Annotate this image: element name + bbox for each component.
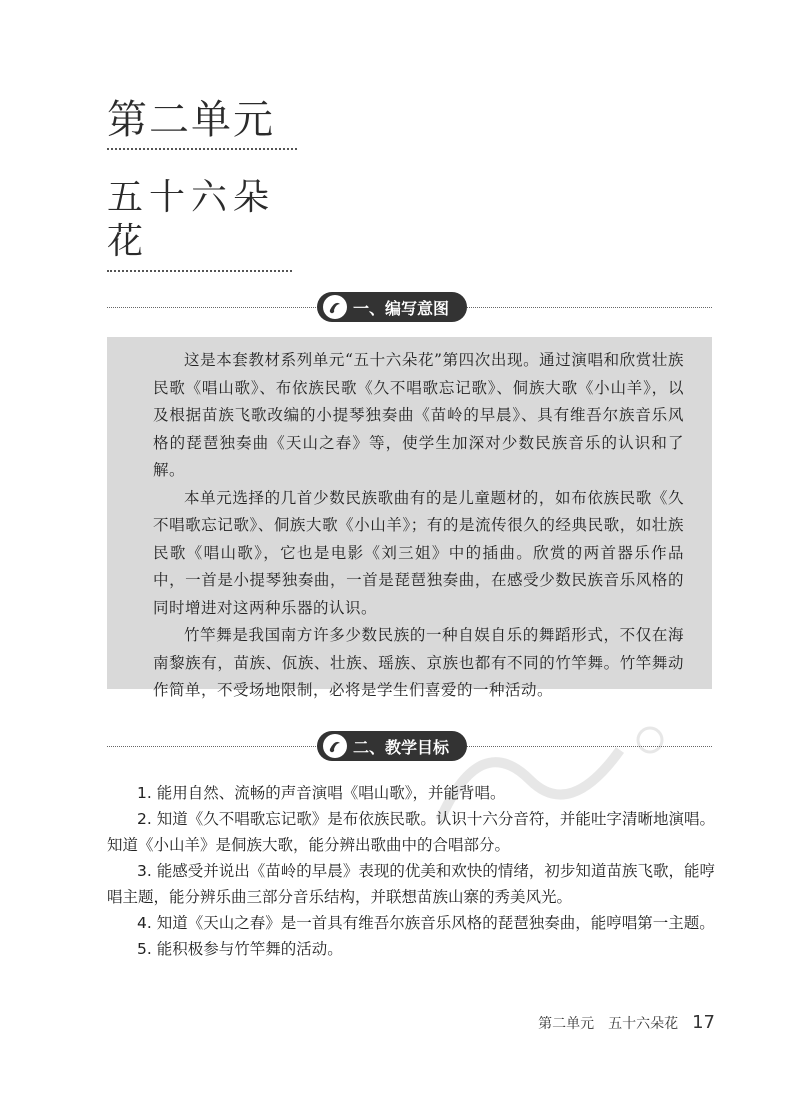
goal-item: 3. 能感受并说出《苗岭的早晨》表现的优美和欢快的情绪，初步知道苗族飞歌，能哼唱主题，能分辨乐曲三部分音乐结构，并联想苗族山寨的秀美风光。 xyxy=(107,862,715,906)
intent-paragraph: 本单元选择的几首少数民族歌曲有的是儿童题材的，如布依族民歌《久不唱歌忘记歌》、侗族大歌《小山羊》；有的是流传很久的经典民歌，如壮族民歌《唱山歌》，它也是电影《刘三姐》中的插曲。欣赏的两首器乐作品中，一首是小提琴独奏曲，一首是琵琶独奏曲，在感受少数民族音乐风格的同时增进对这两种乐器的认识。 xyxy=(153,488,684,617)
intent-paragraph: 这是本套教材系列单元“五十六朵花”第四次出现。通过演唱和欣赏壮族民歌《唱山歌》、布依族民歌《久不唱歌忘记歌》、侗族大歌《小山羊》，以及根据苗族飞歌改编的小提琴独奏曲《苗岭的早晨》、具有维吾尔族音乐风格的琵琶独奏曲《天山之春》等，使学生加深对少数民族音乐的认识和了解。 xyxy=(153,351,684,479)
section1-label: 一、编写意图 xyxy=(353,298,450,318)
section2-heading xyxy=(317,731,467,761)
unit-title: 第二单元 xyxy=(107,96,297,150)
lesson-title: 五十六朵花 xyxy=(107,176,292,272)
page-number: 17 xyxy=(692,1012,715,1033)
running-head: 第二单元 五十六朵花 xyxy=(538,1016,679,1032)
music-badge-icon xyxy=(323,734,347,758)
music-badge-icon xyxy=(323,295,347,319)
goal-item: 4. 知道《天山之春》是一首具有维吾尔族音乐风格的琵琶独奏曲，能哼唱第一主题。 xyxy=(137,914,715,932)
goal-item: 5. 能积极参与竹竿舞的活动。 xyxy=(137,940,343,958)
page-footer xyxy=(538,1012,715,1033)
intent-box xyxy=(107,337,712,699)
section2-label: 二、教学目标 xyxy=(353,737,450,757)
goal-item: 2. 知道《久不唱歌忘记歌》是布依族民歌。认识十六分音符，并能吐字清晰地演唱。知道《小山羊》是侗族大歌，能分辨出歌曲中的合唱部分。 xyxy=(107,810,715,854)
section1-heading xyxy=(317,292,467,322)
goals-list xyxy=(107,780,715,962)
intent-paragraph: 竹竿舞是我国南方许多少数民族的一种自娱自乐的舞蹈形式，不仅在海南黎族有，苗族、佤族、壮族、瑶族、京族也都有不同的竹竿舞。竹竿舞动作简单，不受场地限制，必将是学生们喜爱的一种活动。 xyxy=(153,626,684,699)
goal-item: 1. 能用自然、流畅的声音演唱《唱山歌》，并能背唱。 xyxy=(137,784,506,802)
